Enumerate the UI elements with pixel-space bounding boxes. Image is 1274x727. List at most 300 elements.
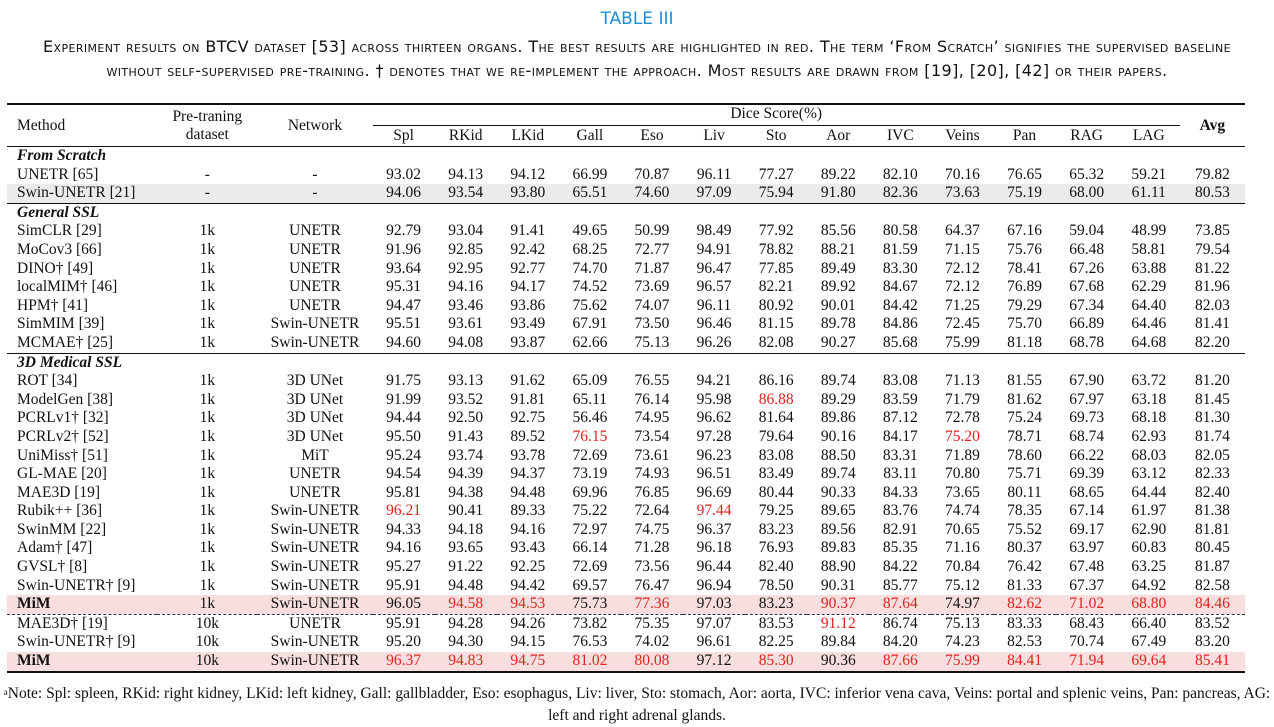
score-cell: 67.68 <box>1069 278 1105 296</box>
score-cell: 96.11 <box>696 296 732 314</box>
score-cell: 95.20 <box>386 633 422 651</box>
score-cell: 67.97 <box>1069 390 1105 408</box>
score-cell: 93.02 <box>386 165 422 183</box>
score-cell: 81.62 <box>1007 390 1042 408</box>
score-cell: 85.35 <box>882 539 918 557</box>
score-cell: 73.50 <box>634 315 670 333</box>
score-cell: 96.11 <box>696 165 732 183</box>
table-note <box>0 683 1274 727</box>
score-cell: 94.54 <box>386 465 422 483</box>
score-cell: 82.53 <box>1007 633 1042 651</box>
network-cell: Swin-UNETR <box>270 539 360 557</box>
network-cell: 3D UNet <box>286 390 344 408</box>
score-cell: 85.68 <box>882 333 918 351</box>
results-body <box>7 147 1245 672</box>
score-cell: 68.78 <box>1069 333 1105 351</box>
network-cell: UNETR <box>289 483 341 501</box>
network-cell: UNETR <box>289 278 341 296</box>
score-cell: 68.03 <box>1131 446 1167 464</box>
score-cell: 48.99 <box>1131 222 1167 240</box>
dataset-cell: 1k <box>157 595 257 614</box>
score-cell: 61.11 <box>1118 184 1180 203</box>
score-cell: 71.25 <box>945 296 980 314</box>
section-header-row <box>7 147 1245 166</box>
score-cell: 82.91 <box>882 520 918 538</box>
dataset-cell: 1k <box>199 539 216 557</box>
method-cell: PCRLv1† [32] <box>17 409 109 427</box>
score-cell: 81.15 <box>758 315 794 333</box>
note-text: Note: Spl: spleen, RKid: right kidney, LKid: left kidney, Gall: gallbladder, Eso: esophagus, Liv: liver, Sto: stomach, Aor: aorta, IVC: inferior vena cava, Veins: portal and splenic veins, Pan: pancreas, AG: left and right adrenal glands. <box>7 685 1271 724</box>
score-cell: 73.82 <box>559 614 621 633</box>
network-cell: Swin-UNETR <box>257 652 372 672</box>
table-row <box>7 372 1245 391</box>
score-cell: 64.46 <box>1131 315 1167 333</box>
score-cell: 94.91 <box>696 240 732 258</box>
score-cell: 96.51 <box>696 465 732 483</box>
method-cell: MiM <box>7 652 157 672</box>
dataset-cell: 1k <box>199 390 216 408</box>
score-cell: 94.48 <box>510 483 546 501</box>
network-cell: Swin-UNETR <box>270 520 360 538</box>
dataset-cell: 1k <box>199 558 216 576</box>
avg-cell: 81.45 <box>1194 390 1230 408</box>
method-cell: ModelGen [38] <box>17 390 113 408</box>
header-avg: Avg <box>1180 104 1245 147</box>
score-cell: 67.91 <box>572 315 608 333</box>
score-cell: 92.95 <box>448 259 484 277</box>
network-cell: Swin-UNETR <box>270 576 360 594</box>
score-cell: 89.86 <box>820 409 856 427</box>
score-cell: 69.73 <box>1069 409 1105 427</box>
score-cell: 67.49 <box>1131 633 1167 651</box>
score-cell: 95.91 <box>386 576 422 594</box>
score-cell: 76.85 <box>634 483 670 501</box>
score-cell: 82.40 <box>758 558 794 576</box>
network-cell: Swin-UNETR <box>270 502 360 520</box>
score-cell: 97.07 <box>683 614 745 633</box>
results-table <box>7 103 1245 673</box>
dataset-cell: 1k <box>199 502 216 520</box>
method-cell: GL-MAE [20] <box>17 465 107 483</box>
score-cell: 75.35 <box>621 614 683 633</box>
score-cell: 71.02 <box>1056 595 1118 614</box>
score-cell: 66.89 <box>1069 315 1105 333</box>
score-cell: 75.94 <box>745 184 807 203</box>
score-cell: 75.24 <box>1007 409 1042 427</box>
score-cell: 93.65 <box>448 539 484 557</box>
avg-cell: 81.87 <box>1194 558 1230 576</box>
table-row <box>7 484 1245 503</box>
score-cell: 81.33 <box>1007 576 1042 594</box>
table-row <box>7 315 1245 334</box>
score-cell: 94.16 <box>448 278 484 296</box>
table-row <box>7 222 1245 241</box>
score-cell: 74.60 <box>621 184 683 203</box>
score-cell: 66.40 <box>1118 614 1180 633</box>
score-cell: 94.12 <box>510 165 546 183</box>
table-row <box>7 577 1245 596</box>
score-cell: 79.25 <box>758 502 794 520</box>
score-cell: 75.70 <box>1007 315 1042 333</box>
score-cell: 89.84 <box>820 633 856 651</box>
score-cell: 67.14 <box>1069 502 1105 520</box>
avg-cell: 81.22 <box>1194 259 1230 277</box>
score-cell: 73.65 <box>945 483 980 501</box>
network-cell: Swin-UNETR <box>270 333 360 351</box>
score-cell: 83.08 <box>882 372 918 390</box>
score-cell: 74.95 <box>634 409 670 427</box>
score-cell: 72.77 <box>634 240 670 258</box>
section-label: 3D Medical SSL <box>7 353 1245 372</box>
score-cell: 89.56 <box>820 520 856 538</box>
network-cell: Swin-UNETR <box>257 595 372 614</box>
table-row <box>7 260 1245 279</box>
score-cell: 95.27 <box>386 558 422 576</box>
score-cell: 75.73 <box>559 595 621 614</box>
score-cell: 67.90 <box>1069 372 1105 390</box>
score-cell: 96.05 <box>373 595 435 614</box>
table-row <box>7 428 1245 447</box>
score-cell: 83.49 <box>758 465 794 483</box>
score-cell: 94.44 <box>386 409 422 427</box>
score-cell: 91.80 <box>807 184 869 203</box>
score-cell: 68.43 <box>1056 614 1118 633</box>
score-cell: 82.36 <box>869 184 931 203</box>
method-cell: Adam† [47] <box>17 539 93 557</box>
score-cell: 90.27 <box>820 333 856 351</box>
score-cell: 63.88 <box>1131 259 1167 277</box>
score-cell: 79.64 <box>758 427 794 445</box>
note-marker: a <box>3 687 8 697</box>
score-cell: 75.12 <box>945 576 980 594</box>
avg-cell: 73.85 <box>1194 222 1230 240</box>
score-cell: 88.21 <box>820 240 856 258</box>
score-cell: 96.26 <box>696 333 732 351</box>
score-cell: 90.01 <box>820 296 856 314</box>
avg-cell: 79.54 <box>1194 240 1230 258</box>
score-cell: 89.29 <box>820 390 856 408</box>
method-cell: ROT [34] <box>17 372 78 390</box>
score-cell: 95.98 <box>696 390 732 408</box>
method-cell: MAE3D [19] <box>17 483 101 501</box>
score-cell: 59.04 <box>1069 222 1105 240</box>
score-cell: 89.74 <box>820 465 856 483</box>
avg-cell: 81.74 <box>1194 427 1230 445</box>
score-cell: 63.18 <box>1131 390 1167 408</box>
network-cell: 3D UNet <box>286 372 344 390</box>
score-cell: 96.62 <box>696 409 732 427</box>
score-cell: 95.91 <box>373 614 435 633</box>
avg-cell: 85.41 <box>1180 652 1245 672</box>
dataset-cell: 1k <box>199 576 216 594</box>
score-cell: 90.37 <box>807 595 869 614</box>
score-cell: 92.25 <box>510 558 546 576</box>
table-row <box>7 409 1245 428</box>
method-cell: Rubik++ [36] <box>17 502 103 520</box>
method-cell: MoCov3 [66] <box>17 240 102 258</box>
score-cell: 58.81 <box>1131 240 1167 258</box>
score-cell: 67.16 <box>1007 222 1042 240</box>
score-cell: 71.79 <box>945 390 980 408</box>
score-cell: 95.51 <box>386 315 422 333</box>
table-row <box>7 334 1245 353</box>
score-cell: 98.49 <box>696 222 732 240</box>
score-cell: 94.08 <box>448 333 484 351</box>
table-row <box>7 539 1245 558</box>
score-cell: 78.60 <box>1007 446 1042 464</box>
score-cell: 83.59 <box>882 390 918 408</box>
header-organ: IVC <box>869 126 931 147</box>
dataset-cell: 1k <box>199 278 216 296</box>
score-cell: 75.19 <box>994 184 1056 203</box>
score-cell: 94.18 <box>448 520 484 538</box>
score-cell: 70.65 <box>945 520 980 538</box>
table-row <box>7 614 1245 633</box>
score-cell: 94.28 <box>435 614 497 633</box>
score-cell: 96.44 <box>696 558 732 576</box>
score-cell: 73.63 <box>931 184 993 203</box>
table-row <box>7 447 1245 466</box>
method-cell: SwinMM [22] <box>17 520 107 538</box>
score-cell: 88.90 <box>820 558 856 576</box>
table-row <box>7 391 1245 410</box>
score-cell: 81.59 <box>882 240 918 258</box>
score-cell: 84.20 <box>882 633 918 651</box>
score-cell: 63.12 <box>1131 465 1167 483</box>
avg-cell: 81.38 <box>1194 502 1230 520</box>
method-cell: HPM† [41] <box>17 296 89 314</box>
score-cell: 92.85 <box>448 240 484 258</box>
score-cell: 66.99 <box>572 165 608 183</box>
score-cell: 61.97 <box>1131 502 1167 520</box>
method-cell: PCRLv2† [52] <box>17 427 109 445</box>
score-cell: 73.61 <box>634 446 670 464</box>
network-cell: 3D UNet <box>286 409 344 427</box>
table-row <box>7 595 1245 614</box>
score-cell: 64.92 <box>1131 576 1167 594</box>
header-organ: Veins <box>931 126 993 147</box>
score-cell: 89.52 <box>510 427 546 445</box>
score-cell: 84.42 <box>882 296 918 314</box>
avg-cell: 82.40 <box>1194 483 1230 501</box>
score-cell: 88.50 <box>820 446 856 464</box>
score-cell: 96.47 <box>696 259 732 277</box>
header-organ: Aor <box>807 126 869 147</box>
score-cell: 75.13 <box>634 333 670 351</box>
score-cell: 92.50 <box>448 409 484 427</box>
score-cell: 78.50 <box>758 576 794 594</box>
score-cell: 50.99 <box>634 222 670 240</box>
score-cell: 83.33 <box>994 614 1056 633</box>
score-cell: 62.66 <box>572 333 608 351</box>
score-cell: 76.65 <box>1007 165 1042 183</box>
score-cell: 93.87 <box>510 333 546 351</box>
score-cell: 72.78 <box>945 409 980 427</box>
score-cell: 80.44 <box>758 483 794 501</box>
score-cell: 85.30 <box>745 652 807 672</box>
score-cell: 94.42 <box>510 576 546 594</box>
score-cell: 97.12 <box>683 652 745 672</box>
score-cell: 75.99 <box>931 652 993 672</box>
score-cell: 90.36 <box>807 652 869 672</box>
table-row <box>7 521 1245 540</box>
header-organ: Spl <box>373 126 435 147</box>
score-cell: 71.13 <box>945 372 980 390</box>
header-organ: Gall <box>559 126 621 147</box>
score-cell: 69.57 <box>572 576 608 594</box>
avg-cell: 81.41 <box>1194 315 1230 333</box>
score-cell: 93.04 <box>448 222 484 240</box>
score-cell: 73.56 <box>634 558 670 576</box>
score-cell: 95.31 <box>386 278 422 296</box>
score-cell: 65.11 <box>572 390 608 408</box>
header-organ: LKid <box>497 126 559 147</box>
score-cell: 65.09 <box>572 372 608 390</box>
avg-cell: 84.46 <box>1180 595 1245 614</box>
method-cell: Swin-UNETR† [9] <box>17 633 136 651</box>
score-cell: 89.92 <box>820 278 856 296</box>
dataset-cell: 10k <box>157 614 257 633</box>
score-cell: 96.18 <box>696 539 732 557</box>
score-cell: 83.76 <box>882 502 918 520</box>
score-cell: 78.71 <box>1007 427 1042 445</box>
score-cell: 96.23 <box>696 446 732 464</box>
score-cell: 74.75 <box>634 520 670 538</box>
score-cell: 67.48 <box>1069 558 1105 576</box>
avg-cell: 80.45 <box>1194 539 1230 557</box>
score-cell: 80.37 <box>1007 539 1042 557</box>
score-cell: 65.51 <box>559 184 621 203</box>
score-cell: 87.64 <box>869 595 931 614</box>
score-cell: 76.14 <box>634 390 670 408</box>
network-cell: Swin-UNETR <box>270 558 360 576</box>
dataset-cell: 1k <box>199 372 216 390</box>
score-cell: 94.75 <box>497 652 559 672</box>
avg-cell: 81.81 <box>1194 520 1230 538</box>
score-cell: 69.96 <box>572 483 608 501</box>
score-cell: 94.83 <box>435 652 497 672</box>
score-cell: 94.13 <box>448 165 484 183</box>
score-cell: 91.99 <box>386 390 422 408</box>
score-cell: 93.13 <box>448 372 484 390</box>
score-cell: 72.12 <box>945 278 980 296</box>
score-cell: 75.99 <box>945 333 980 351</box>
network-cell: Swin-UNETR <box>270 633 360 651</box>
score-cell: 72.64 <box>634 502 670 520</box>
header-organ: RKid <box>435 126 497 147</box>
score-cell: 70.84 <box>945 558 980 576</box>
score-cell: 94.06 <box>373 184 435 203</box>
score-cell: 68.00 <box>1056 184 1118 203</box>
score-cell: 87.12 <box>882 409 918 427</box>
header-organ: LAG <box>1118 126 1180 147</box>
score-cell: 84.86 <box>882 315 918 333</box>
score-cell: 67.37 <box>1069 576 1105 594</box>
score-cell: 90.16 <box>820 427 856 445</box>
score-cell: 83.11 <box>883 465 918 483</box>
network-cell: UNETR <box>289 240 341 258</box>
score-cell: 74.02 <box>634 633 670 651</box>
score-cell: 94.53 <box>497 595 559 614</box>
score-cell: 93.54 <box>435 184 497 203</box>
network-cell: - <box>312 165 318 183</box>
score-cell: 89.65 <box>820 502 856 520</box>
avg-cell: 82.58 <box>1194 576 1230 594</box>
score-cell: 91.75 <box>386 372 422 390</box>
network-cell: UNETR <box>289 222 341 240</box>
method-cell: MiM <box>7 595 157 614</box>
score-cell: 75.20 <box>945 427 980 445</box>
score-cell: 80.58 <box>882 222 918 240</box>
score-cell: 76.15 <box>572 427 608 445</box>
score-cell: 74.93 <box>634 465 670 483</box>
score-cell: 62.93 <box>1131 427 1167 445</box>
score-cell: 74.70 <box>572 259 608 277</box>
score-cell: 89.33 <box>510 502 546 520</box>
section-label: From Scratch <box>7 147 1245 166</box>
score-cell: 93.49 <box>510 315 546 333</box>
score-cell: 63.25 <box>1131 558 1167 576</box>
score-cell: 72.12 <box>945 259 980 277</box>
score-cell: 74.74 <box>945 502 980 520</box>
score-cell: 93.64 <box>386 259 422 277</box>
score-cell: 74.07 <box>634 296 670 314</box>
score-cell: 75.62 <box>572 296 608 314</box>
network-cell: - <box>257 184 372 203</box>
score-cell: 65.32 <box>1069 165 1105 183</box>
score-cell: 97.03 <box>683 595 745 614</box>
score-cell: 66.48 <box>1069 240 1105 258</box>
score-cell: 78.35 <box>1007 502 1042 520</box>
method-cell: Swin-UNETR† [9] <box>17 576 136 594</box>
table-row <box>7 184 1245 203</box>
score-cell: 73.54 <box>634 427 670 445</box>
header-organ: Liv <box>683 126 745 147</box>
score-cell: 69.64 <box>1118 652 1180 672</box>
dataset-cell: 1k <box>199 333 216 351</box>
dataset-cell: - <box>157 184 257 203</box>
dataset-cell: 10k <box>195 633 219 651</box>
header-network: Network <box>257 104 372 147</box>
method-cell: GVSL† [8] <box>17 558 88 576</box>
score-cell: 59.21 <box>1131 165 1167 183</box>
avg-cell: 81.30 <box>1194 409 1230 427</box>
avg-cell: 81.20 <box>1194 372 1230 390</box>
method-cell: SimMIM [39] <box>17 315 105 333</box>
score-cell: 81.64 <box>758 409 794 427</box>
score-cell: 91.22 <box>448 558 484 576</box>
score-cell: 63.97 <box>1069 539 1105 557</box>
score-cell: 94.39 <box>448 465 484 483</box>
score-cell: 77.92 <box>758 222 794 240</box>
score-cell: 76.93 <box>758 539 794 557</box>
score-cell: 81.02 <box>559 652 621 672</box>
score-cell: 69.39 <box>1069 465 1105 483</box>
score-cell: 94.15 <box>510 633 546 651</box>
avg-cell: 82.03 <box>1194 296 1230 314</box>
score-cell: 82.21 <box>758 278 794 296</box>
score-cell: 76.47 <box>634 576 670 594</box>
network-cell: MiT <box>301 446 329 464</box>
section-label: General SSL <box>7 203 1245 222</box>
score-cell: 84.17 <box>882 427 918 445</box>
score-cell: 76.55 <box>634 372 670 390</box>
score-cell: 89.78 <box>820 315 856 333</box>
score-cell: 64.44 <box>1131 483 1167 501</box>
score-cell: 82.25 <box>758 633 794 651</box>
dataset-cell: 1k <box>199 446 216 464</box>
score-cell: 68.65 <box>1069 483 1105 501</box>
